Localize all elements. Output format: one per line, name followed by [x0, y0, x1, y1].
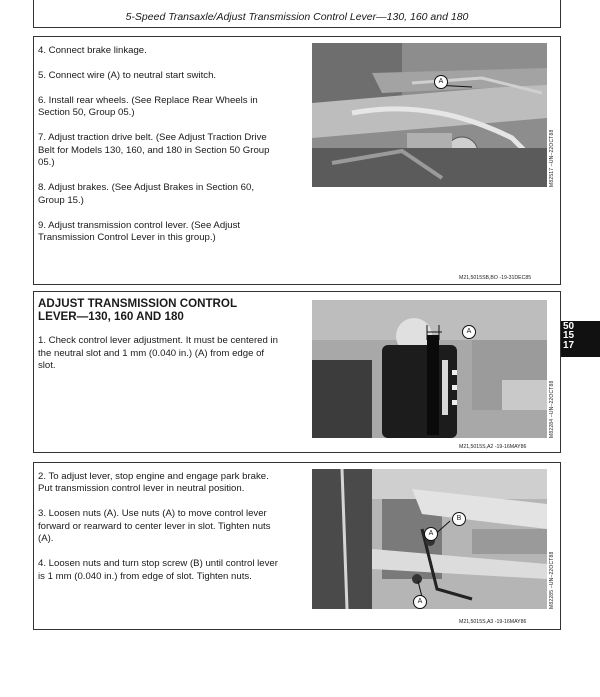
steps-list: [38, 45, 308, 257]
tab-line-1: 50: [563, 321, 575, 332]
callout-a: A: [434, 75, 448, 89]
section-adjust-steps: [33, 462, 561, 630]
callout-a-upper: A: [424, 527, 438, 541]
section-tab: [561, 321, 600, 357]
section-adjust-lever: [33, 291, 561, 453]
lever-photo: [312, 300, 547, 438]
transaxle-photo-graphic: [312, 43, 547, 187]
header-title: 5-Speed Transaxle/Adjust Transmission Control Lever—130, 160 and 180: [125, 11, 469, 23]
step-6: 6. Install rear wheels. (See Replace Rear Wheels in Section 50, Group 05.): [38, 95, 258, 119]
adjust-steps-list: [38, 471, 308, 596]
photo-code: M82517 –UN–22OCT88: [549, 129, 555, 187]
reference-code: M21,5015S,A3 -19-16MAY86: [459, 619, 527, 625]
lever-photo-graphic: [312, 300, 547, 438]
reference-code: M21,5015S,A2 -19-16MAY86: [459, 444, 527, 450]
reference-code: M21,5015SB,BO -19-31DEC85: [459, 275, 532, 281]
callout-a-lower: A: [413, 595, 427, 609]
tab-line-3: 17: [563, 339, 575, 351]
step-4: 4. Connect brake linkage.: [38, 45, 147, 56]
step-3: 3. Loosen nuts (A). Use nuts (A) to move control lever forward or rearward to center lever in slot. Tighten nuts (A).: [38, 508, 271, 545]
section-connect-steps: [33, 36, 561, 285]
running-header: [33, 0, 561, 28]
step-9: 9. Adjust transmission control lever. (See Adjust Transmission Control Lever in this group.): [38, 219, 241, 244]
callout-b: B: [452, 512, 466, 526]
step-7: 7. Adjust traction drive belt. (See Adjust Traction Drive Belt for Models 130, 160, and 180 in Section 50 Group 05.): [38, 132, 270, 169]
transaxle-photo: [312, 43, 547, 187]
step-1: 1. Check control lever adjustment. It must be centered in the neutral slot and 1 mm (0.040 in.) (A) from edge of slot.: [38, 335, 278, 371]
photo-code: M82284 –UN–22OCT88: [549, 380, 555, 438]
callout-a: A: [462, 325, 476, 339]
adjust-text: [38, 298, 308, 385]
tab-line-2: 15: [563, 330, 575, 342]
step-4-adjust: 4. Loosen nuts and turn stop screw (B) until control lever is 1 mm (0.040 in.) from edge of slot. Tighten nuts.: [38, 558, 278, 582]
step-2: 2. To adjust lever, stop engine and engage park brake. Put transmission control lever in neutral position.: [38, 471, 269, 495]
step-5: 5. Connect wire (A) to neutral start switch.: [38, 70, 217, 81]
section-heading: ADJUST TRANSMISSION CONTROL LEVER—130, 160 AND 180: [38, 297, 238, 323]
photo-code: M82285 –UN–22OCT88: [549, 551, 555, 609]
step-8: 8. Adjust brakes. (See Adjust Brakes in Section 60, Group 15.): [38, 182, 254, 206]
